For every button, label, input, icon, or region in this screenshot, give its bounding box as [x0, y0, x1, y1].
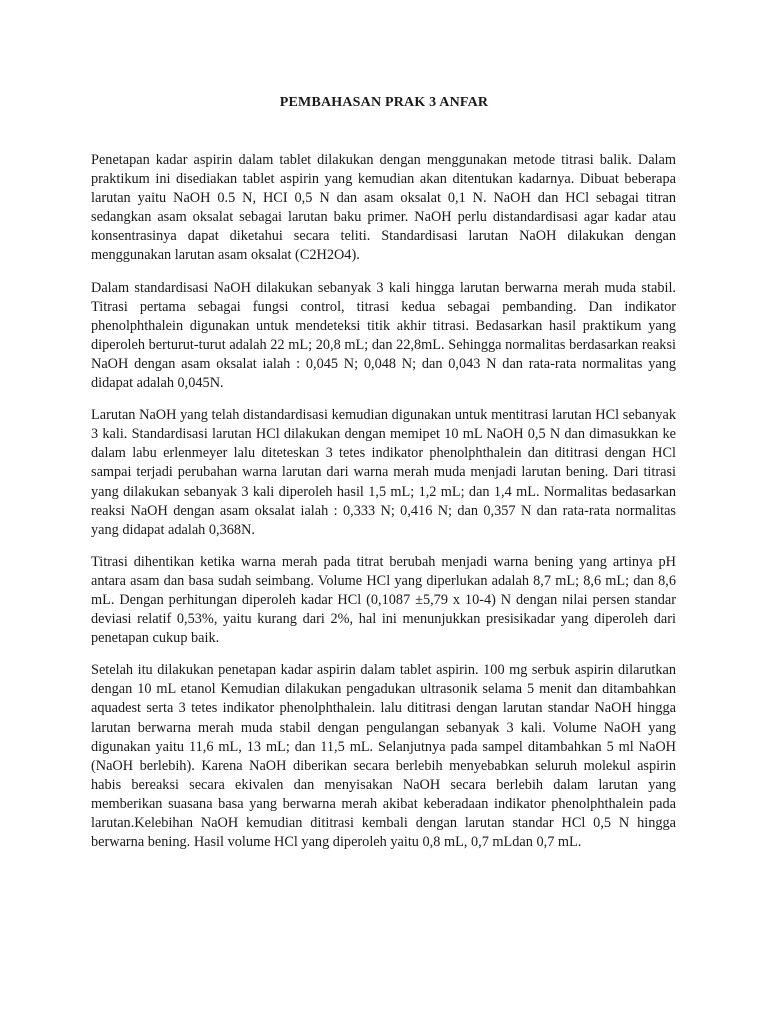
- document-title: PEMBAHASAN PRAK 3 ANFAR: [279, 95, 489, 110]
- paragraph-5: Setelah itu dilakukan penetapan kadar aspirin dalam tablet aspirin. 100 mg serbuk aspirin dilarutkan dengan 10 mL etanol Kemudian dilakukan pengadukan ultrasonik selama 5 menit dan ditambahkan aquadest serta 3 tetes indikator phenolphthalein. lalu dititrasi dengan larutan standar NaOH hingga larutan berwarna merah muda stabil dengan pengulangan sebanyak 3 kali. Volume NaOH yang digunakan yaitu 11,6 mL, 13 mL; dan 11,5 mL. Selanjutnya pada sampel ditambahkan 5 ml NaOH (NaOH berlebih). Karena NaOH diberikan secara berlebih menyebabkan seluruh molekul aspirin habis bereaksi secara ekivalen dan menyisakan NaOH secara berlebih dalam larutan yang memberikan suasana basa yang berwarna merah akibat keberadaan indikator phenolphthalein pada larutan.Kelebihan NaOH kemudian dititrasi kembali dengan larutan standar HCl 0,5 N hingga berwarna bening. Hasil volume HCl yang diperoleh yaitu 0,8 mL, 0,7 mLdan 0,7 mL.: [91, 662, 676, 851]
- document-body: [91, 151, 676, 865]
- paragraph-1: Penetapan kadar aspirin dalam tablet dilakukan dengan menggunakan metode titrasi balik. Dalam praktikum ini disediakan tablet aspirin yang kemudian akan ditentukan kadarnya. Dibuat beberapa larutan yaitu NaOH 0.5 N, HCI 0,5 N dan asam oksalat 0,1 N. NaOH dan HCl sebagai titran sedangkan asam oksalat sebagai larutan baku primer. NaOH perlu distandardisasi agar kadar atau konsentrasinya dapat diketahui secara teliti. Standardisasi larutan NaOH dilakukan dengan menggunakan larutan asam oksalat (C2H2O4).: [91, 152, 676, 264]
- paragraph-3: Larutan NaOH yang telah distandardisasi kemudian digunakan untuk mentitrasi larutan HCl sebanyak 3 kali. Standardisasi larutan HCl dilakukan dengan memipet 10 mL NaOH 0,5 N dan dimasukkan ke dalam labu erlenmeyer lalu diteteskan 3 tetes indikator phenolphthalein dan dititrasi dengan HCl sampai terjadi perubahan warna larutan dari warna merah muda menjadi larutan bening. Dari titrasi yang dilakukan sebanyak 3 kali diperoleh hasil 1,5 mL; 1,2 mL; dan 1,4 mL. Normalitas bedasarkan reaksi NaOH dengan asam oksalat ialah : 0,333 N; 0,416 N; dan 0,357 N dan rata-rata normalitas yang didapat adalah 0,368N.: [91, 407, 676, 538]
- paragraph-4: Titrasi dihentikan ketika warna merah pada titrat berubah menjadi warna bening yang artinya pH antara asam dan basa sudah seimbang. Volume HCl yang diperlukan adalah 8,7 mL; 8,6 mL; dan 8,6 mL. Dengan perhitungan diperoleh kadar HCl (0,1087 ±5,79 x 10-4) N dengan nilai persen standar deviasi relatif 0,53%, yaitu kurang dari 2%, hal ini menunjukkan presisikadar yang diperoleh dari penetapan cukup baik.: [91, 553, 676, 647]
- paragraph-2: Dalam standardisasi NaOH dilakukan sebanyak 3 kali hingga larutan berwarna merah muda stabil. Titrasi pertama sebagai fungsi control, titrasi kedua sebagai pembanding. Dan indikator phenolphthalein digunakan untuk mendeteksi titik akhir titrasi. Bedasarkan hasil praktikum yang diperoleh berturut-turut adalah 22 mL; 20,8 mL; dan 22,8mL. Sehingga normalitas berdasarkan reaksi NaOH dengan asam oksalat ialah : 0,045 N; 0,048 N; dan 0,043 N dan rata-rata normalitas yang didapat adalah 0,045N.: [91, 279, 676, 392]
